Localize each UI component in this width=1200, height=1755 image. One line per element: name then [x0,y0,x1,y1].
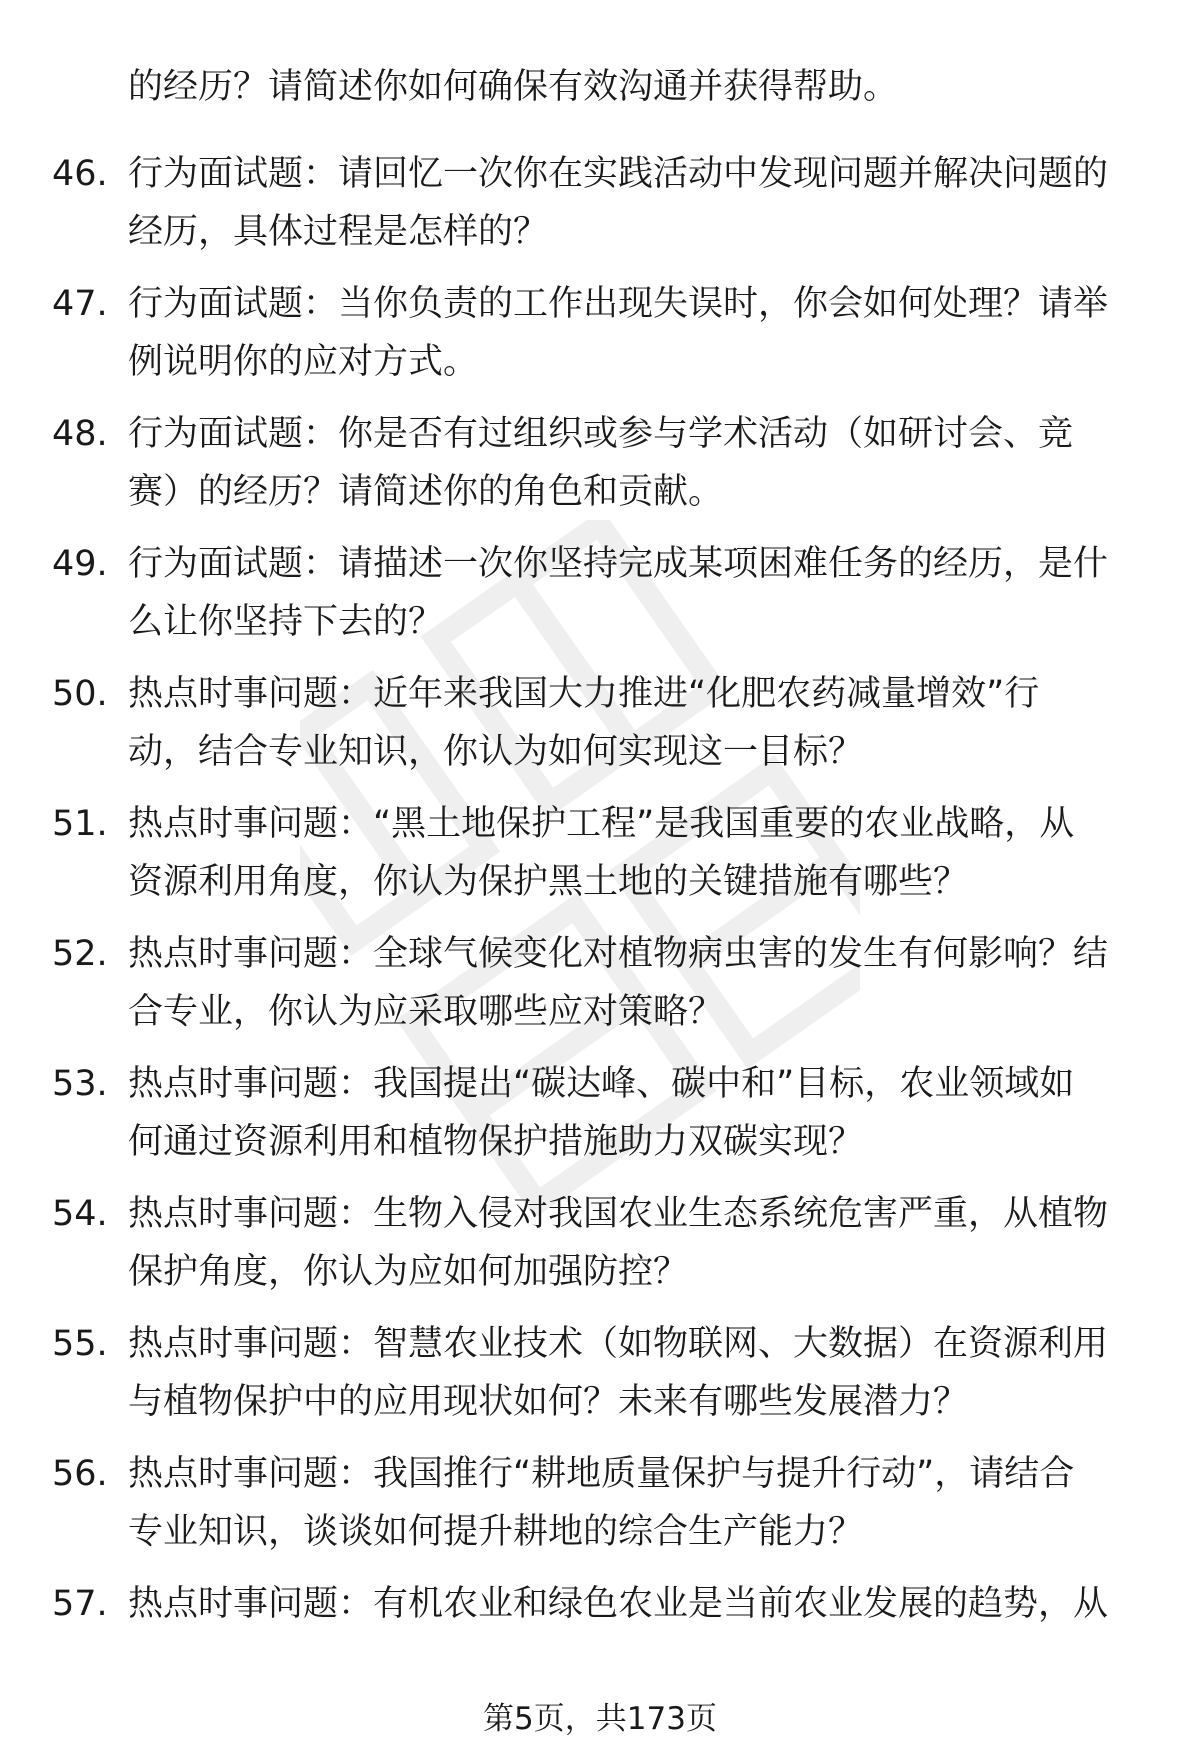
question-number: 48. [52,414,108,454]
question-number: 50. [52,674,108,714]
question-line: 与植物保护中的应用现状如何？未来有哪些发展潜力？ [128,1382,969,1422]
question-text [128,1445,1138,1561]
question-line: 资源利用角度，你认为保护黑土地的关键措施有哪些？ [128,862,969,902]
question-line: 例说明你的应对方式。 [128,342,479,382]
question-item [0,145,1200,275]
question-text [128,405,1138,521]
question-text [128,925,1138,1041]
question-text [128,535,1138,651]
question-line: 保护角度，你认为应如何加强防控？ [128,1252,689,1292]
question-line: 动，结合专业知识，你认为如何实现这一目标？ [128,732,864,772]
question-line: 热点时事问题：近年来我国大力推进“化肥农药减量增效”行 [128,674,1040,714]
question-text [128,795,1138,911]
question-line: 赛）的经历？请简述你的角色和贡献。 [128,472,724,512]
question-number: 47. [52,284,108,324]
question-item [0,665,1200,795]
question-item [0,1575,1200,1705]
question-item [0,1445,1200,1575]
question-number: 54. [52,1194,108,1234]
question-line: 行为面试题：请回忆一次你在实践活动中发现问题并解决问题的 [128,154,1109,194]
question-line: 热点时事问题：我国推行“耕地质量保护与提升行动”，请结合 [128,1454,1075,1494]
question-text [128,275,1138,391]
question-line: 行为面试题：当你负责的工作出现失误时，你会如何处理？请举 [128,284,1109,324]
question-line: 热点时事问题：有机农业和绿色农业是当前农业发展的趋势，从 [128,1584,1109,1624]
question-number: 55. [52,1324,108,1364]
question-number: 56. [52,1454,108,1494]
question-text [128,1185,1138,1301]
question-number: 57. [52,1584,108,1624]
question-text [128,1055,1138,1171]
continuation-text: 的经历？请简述你如何确保有效沟通并获得帮助。 [128,67,899,107]
question-number: 53. [52,1064,108,1104]
question-line: 热点时事问题：“黑土地保护工程”是我国重要的农业战略，从 [128,804,1075,844]
question-item [0,925,1200,1055]
question-number: 52. [52,934,108,974]
question-item [0,405,1200,535]
question-text [128,665,1138,781]
question-list [0,145,1200,1705]
question-item [0,1185,1200,1315]
question-item [0,275,1200,405]
question-line: 热点时事问题：全球气候变化对植物病虫害的发生有何影响？结 [128,934,1109,974]
question-line: 经历，具体过程是怎样的？ [128,212,549,252]
question-text [128,145,1138,261]
question-line: 么让你坚持下去的？ [128,602,444,642]
question-line: 行为面试题：你是否有过组织或参与学术活动（如研讨会、竞 [128,414,1074,454]
question-item [0,1315,1200,1445]
page-number-footer: 第5页，共173页 [483,1701,717,1737]
question-line: 热点时事问题：我国提出“碳达峰、碳中和”目标，农业领域如 [128,1064,1075,1104]
question-line: 何通过资源利用和植物保护措施助力双碳实现？ [128,1122,864,1162]
question-line: 专业知识，谈谈如何提升耕地的综合生产能力？ [128,1512,864,1552]
question-number: 49. [52,544,108,584]
question-text [128,1315,1138,1431]
question-number: 51. [52,804,108,844]
question-number: 46. [52,154,108,194]
question-item [0,795,1200,925]
question-line: 合专业，你认为应采取哪些应对策略？ [128,992,724,1032]
question-line: 热点时事问题：智慧农业技术（如物联网、大数据）在资源利用 [128,1324,1109,1364]
question-line: 行为面试题：请描述一次你坚持完成某项困难任务的经历，是什 [128,544,1109,584]
question-line: 热点时事问题：生物入侵对我国农业生态系统危害严重，从植物 [128,1194,1109,1234]
question-item [0,1055,1200,1185]
question-text [128,1575,1138,1633]
question-item [0,535,1200,665]
